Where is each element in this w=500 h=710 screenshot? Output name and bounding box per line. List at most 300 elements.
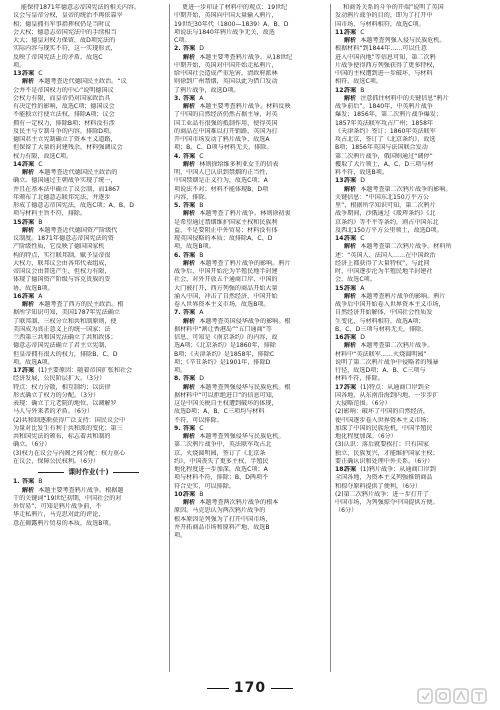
line-text: 原因。马克思认为两次鸦片战争的 xyxy=(174,507,266,515)
question-number: 17. xyxy=(335,383,346,391)
answer-column-left xyxy=(13,4,164,672)
analysis-label: 解析 xyxy=(183,160,196,168)
text-line xyxy=(13,276,164,284)
text-line xyxy=(13,458,164,466)
line-text: 项与材料不符，排除；B、D两项不 xyxy=(174,474,269,482)
text-line xyxy=(174,408,325,416)
line-text: 项与材料主旨不符，排除。 xyxy=(13,210,87,218)
line-text: 社会，对外开放五个通商口岸，中国的 xyxy=(174,276,278,284)
text-line xyxy=(335,202,486,210)
line-text: C项。 xyxy=(174,37,191,44)
line-text: 内容，排除。 xyxy=(174,193,211,201)
text-line xyxy=(335,62,486,70)
answer-entry-line xyxy=(174,161,325,169)
line-text: 德意志帝国宪法确立了君主立宪制， xyxy=(13,342,111,350)
line-text: 本题考查近代德国资产阶级代 xyxy=(38,226,118,234)
text-line xyxy=(335,318,486,326)
answer-entry-line xyxy=(335,285,486,293)
analysis-label: 解析 xyxy=(183,103,196,110)
text-line xyxy=(174,276,325,284)
analysis-label: 解析 xyxy=(22,486,35,494)
line-text: 材料中“英法联军……火烧圆明园” xyxy=(335,350,427,358)
line-text: 则徐到广州禁烟，英国以此为借口发动 xyxy=(174,78,278,86)
text-line xyxy=(335,458,486,466)
question-number: 16. xyxy=(13,292,24,300)
text-line xyxy=(174,169,325,177)
answer-entry-line xyxy=(174,45,325,53)
text-line xyxy=(13,309,164,317)
text-line xyxy=(174,70,325,78)
line-text: 能保持1871年德意志帝国宪法的相关内容。 xyxy=(21,4,141,11)
line-text: 了鸦片战争，故选D项。 xyxy=(174,86,240,94)
line-text: 项。 xyxy=(174,532,187,539)
line-text: 体现了德国资产阶级与容克贵族的妥 xyxy=(13,276,111,284)
line-text: 独立、民族复兴，才能维护国家主权； xyxy=(335,449,439,457)
line-text: 是希望通过禁烟维护国家主权和民族利 xyxy=(174,218,278,226)
line-text: 的商品在中国难以打开销路，英国为打 xyxy=(174,127,278,135)
text-line xyxy=(13,375,164,383)
answer-label: 答案 xyxy=(22,70,35,77)
text-line xyxy=(174,392,325,400)
answer-label: 答案 xyxy=(22,218,35,226)
text-line xyxy=(13,202,164,210)
text-line xyxy=(335,309,486,317)
text-line xyxy=(174,400,325,408)
line-text: 根本原因是列强为了打开中国市场， xyxy=(174,515,272,523)
line-text: 马人与外来者的矛盾。（6分） xyxy=(13,408,94,416)
line-text: 大权力，联邦议会由各邦代表组成， xyxy=(13,259,111,267)
line-text: 项，故选B项。 xyxy=(174,243,215,251)
text-line xyxy=(335,144,486,152)
line-text: 生变化，与材料相符，故选A项； xyxy=(335,317,425,325)
line-text: 涌入中国，冲击了自然经济，中国开始 xyxy=(174,292,278,300)
analysis-label: 解析 xyxy=(344,243,357,251)
question-number: 6. xyxy=(174,251,181,259)
line-text: 材料不符，排除。 xyxy=(335,375,384,383)
text-line xyxy=(335,276,486,284)
question-number: 1. xyxy=(13,478,20,486)
text-line xyxy=(335,210,486,218)
text-line xyxy=(13,194,164,202)
text-line xyxy=(174,516,325,524)
answer-entry-line xyxy=(335,29,486,37)
line-text: 确立。德国通过王朝战争实现了统一， xyxy=(13,177,117,185)
text-line xyxy=(13,342,164,350)
question-number: 15. xyxy=(13,218,24,226)
answer-entry-line xyxy=(174,153,325,161)
line-text: (2)共和制逐渐获得广泛支持：国民议会中 xyxy=(13,416,126,424)
line-text: 经济发展，公民阶层扩大。（3分） xyxy=(13,375,106,383)
line-text: 本题考查了鸦片战争。林则徐初衷 xyxy=(199,210,291,218)
line-text: 中国市场，为列强掠夺中国提供方便。 xyxy=(335,499,439,506)
line-text: 但皇帝拥有很大的权力，排除B、C、D xyxy=(13,350,118,358)
line-text: 及民主与专制斗争的内容，排除D项。 xyxy=(13,127,116,135)
answer-label: 答案 xyxy=(22,292,35,300)
text-line xyxy=(13,62,164,70)
text-line xyxy=(335,78,486,86)
text-line xyxy=(13,318,164,326)
answer-label: 答案 xyxy=(344,284,357,292)
text-line xyxy=(335,417,486,425)
text-line xyxy=(174,441,325,449)
text-line xyxy=(174,458,325,466)
line-text: 第二次鸦片战争，俄国则通过“调停” xyxy=(335,152,433,160)
answer-label: 答案 xyxy=(22,478,35,486)
answer-entry-line xyxy=(174,252,325,260)
line-text: 华走私鸦片，马克思对此的评论， xyxy=(13,511,105,519)
line-text: 为量对比发生有利于共和派的变化；第三 xyxy=(13,424,123,432)
text-line xyxy=(13,186,164,194)
line-text: 帝国议会由普选产生，但权力有限， xyxy=(13,268,111,275)
answer-entry-line xyxy=(335,37,486,45)
line-text: 选A项；《北京条约》是1860年，排除 xyxy=(174,342,276,350)
line-text: C xyxy=(38,70,43,77)
text-line xyxy=(13,128,164,136)
answer-entry-line xyxy=(335,243,486,251)
line-text: 本题考查列强入侵与民族危机。 xyxy=(360,37,446,44)
answer-column-middle xyxy=(174,4,325,672)
line-text: 本题考查列强侵华与民族危机。根 xyxy=(199,383,291,391)
line-text: 本题主要考查鸦片战争。材料反映 xyxy=(199,103,291,110)
answer-label: 答案 xyxy=(183,202,196,209)
text-line xyxy=(13,45,164,53)
text-line xyxy=(174,243,325,251)
line-text: 会并不是帝国权力的中心”说明德国议 xyxy=(13,86,114,94)
text-line xyxy=(174,466,325,474)
line-text: 战争期间，沙俄通过《瑷珲条约》《北 xyxy=(335,210,436,218)
line-text: 约》，中国丧失了更多主权，半殖民 xyxy=(174,457,269,465)
line-text: 会权力有限，而皇帝仍对国家政治具 xyxy=(13,94,111,102)
text-line xyxy=(174,78,325,86)
line-text: A xyxy=(199,309,204,317)
line-text: 国市场，与材料相符，故选C项。 xyxy=(335,20,425,28)
line-text: 构的特点，实行联邦制，赋予皇帝很 xyxy=(13,251,111,259)
line-text: 根据材料“到1844年……可以任意 xyxy=(335,45,427,53)
text-line xyxy=(13,144,164,152)
line-text: 本题考查两次鸦片战争的根本 xyxy=(199,499,279,506)
text-line xyxy=(335,483,486,491)
line-text: 本题考查第二次鸦片战争的影响。 xyxy=(360,185,452,193)
line-text: 本题考查了鸦片战争的影响。鸦片 xyxy=(199,259,291,267)
text-line xyxy=(174,474,325,482)
line-text: 大侵略范围。（6分） xyxy=(335,400,391,407)
analysis-label: 解析 xyxy=(22,78,35,86)
answer-entry-line xyxy=(174,433,325,441)
analysis-label: 解析 xyxy=(183,433,196,440)
text-line xyxy=(13,433,164,441)
line-text: 本题主要考查鸦片战争。从18世纪 xyxy=(199,53,293,61)
text-line xyxy=(174,285,325,293)
text-line xyxy=(13,87,164,95)
text-line xyxy=(335,359,486,367)
line-text: B xyxy=(199,251,204,259)
text-line xyxy=(335,194,486,202)
line-text: 攫取了大片领土，A、C、D三项与材 xyxy=(335,160,434,168)
line-text: B xyxy=(199,490,204,498)
line-text: (2)第二次鸦片战争：进一步打开了 xyxy=(335,490,429,498)
question-number: 17. xyxy=(13,367,24,374)
answer-label: 答案 xyxy=(183,424,196,432)
answer-entry-line xyxy=(13,169,164,177)
line-text: B xyxy=(38,478,43,486)
line-text: (3)认识：落后就要挨打；只有国家 xyxy=(335,441,429,449)
line-text: 述：“英国人、法国人……在中国政治 xyxy=(335,251,436,259)
text-line xyxy=(335,367,486,375)
text-line xyxy=(335,136,486,144)
answer-label: 答案 xyxy=(344,383,357,391)
text-line xyxy=(174,507,325,515)
text-line xyxy=(13,351,164,359)
text-line xyxy=(174,450,325,458)
line-text: B项；1856年英国与法国联合发动 xyxy=(335,144,428,152)
line-text: 本题考查近代德国民主政治。“议 xyxy=(38,78,127,86)
text-line xyxy=(335,120,486,128)
text-line xyxy=(13,400,164,408)
line-text: 本题考查第二次鸦片战争。材料所 xyxy=(360,243,452,251)
line-text: 和商务关系的斗争的开端”说明了英国 xyxy=(343,4,444,11)
line-text: 关键信息：“中国东北150万平方公 xyxy=(335,193,430,201)
text-line xyxy=(335,45,486,53)
line-text: C xyxy=(360,235,365,242)
question-number: 14. xyxy=(13,160,24,168)
line-text: 进入中国内地”等信息可知，第二次鸦 xyxy=(335,53,436,61)
text-line xyxy=(13,103,164,111)
line-text: 国各地，从东南沿海到内地，一步步扩 xyxy=(335,391,439,399)
text-line xyxy=(13,441,164,449)
text-line xyxy=(13,511,164,519)
text-line xyxy=(335,227,486,235)
answer-entry-line xyxy=(13,161,164,169)
text-line xyxy=(174,417,325,425)
line-text: 形成了德意志帝国宪法，故选C项；A、B、D xyxy=(13,202,134,209)
page-number: 170 xyxy=(200,680,300,696)
line-text: 这是中国关税自主权遭到破坏的体现， xyxy=(174,400,278,407)
text-line xyxy=(13,334,164,342)
line-text: 加深了中国的民族危机，中国半殖民 xyxy=(335,424,433,432)
answer-entry-line xyxy=(13,301,164,309)
answer-entry-line xyxy=(13,487,164,495)
text-line xyxy=(335,12,486,20)
text-line xyxy=(335,103,486,111)
text-line xyxy=(174,62,325,70)
line-text: B xyxy=(38,218,43,226)
text-line xyxy=(174,326,325,334)
text-line xyxy=(13,260,164,268)
line-text: 据所学知识可知，美国1787年宪法确立 xyxy=(13,309,120,317)
section-heading: 课时作业(十) xyxy=(13,468,164,476)
text-line xyxy=(174,301,325,309)
text-line xyxy=(174,227,325,235)
question-number: 3. xyxy=(174,94,181,102)
text-line xyxy=(335,375,486,383)
line-text: 战争后，中国开始沦为半殖民地半封建 xyxy=(174,268,278,275)
line-text: 战争后中国开始卷入世界资本主义市场， xyxy=(335,301,445,308)
text-line xyxy=(174,12,325,20)
line-text: 会大权；德意志帝国宪法中的手续相当 xyxy=(13,28,117,36)
line-text: A xyxy=(38,292,43,300)
text-line xyxy=(13,21,164,29)
answer-entry-line xyxy=(13,293,164,301)
text-line xyxy=(174,268,325,276)
line-text: 益，不是要阻止中外贸易；材料没有体 xyxy=(174,226,278,234)
question-number: 2. xyxy=(174,45,181,53)
line-text: 在议会，保障公民权利。（6分） xyxy=(13,457,100,465)
line-text: 里”，根据所学知识可知，第二次鸦片 xyxy=(335,202,436,209)
answer-label: 答案 xyxy=(183,251,196,259)
text-line xyxy=(174,120,325,128)
line-text: 林则徐给维多利亚女王的信表 xyxy=(199,160,279,168)
text-line xyxy=(335,4,486,12)
answer-entry-line xyxy=(13,367,164,375)
answer-label: 答案 xyxy=(183,375,196,383)
line-text: B xyxy=(199,202,204,209)
text-line xyxy=(13,425,164,433)
line-text: A xyxy=(199,94,204,102)
line-text: 本题主要考查鸦片战争。根据题 xyxy=(38,486,124,494)
text-line xyxy=(335,507,486,515)
text-line xyxy=(335,433,486,441)
answer-label: 答案 xyxy=(183,309,196,317)
answer-entry-line xyxy=(335,293,486,301)
line-text: 发动鸦片战争的目的，即为了打开中 xyxy=(335,12,433,20)
line-text: 项；《辛丑条约》是1901年，排除D xyxy=(174,358,271,366)
line-text: B项；《天津条约》是1858年，排除C xyxy=(174,350,275,358)
question-number: 10. xyxy=(174,490,185,498)
line-text: 中国的主权遭到进一步破坏，与材料 xyxy=(335,70,433,77)
answer-label: 答案 xyxy=(22,160,35,168)
text-line xyxy=(335,400,486,408)
question-number: 13. xyxy=(13,70,24,77)
text-line xyxy=(13,384,164,392)
analysis-label: 解析 xyxy=(183,259,196,267)
text-line xyxy=(13,392,164,400)
text-line xyxy=(13,359,164,367)
answer-entry-line xyxy=(174,95,325,103)
answer-entry-line xyxy=(174,103,325,111)
line-text: C xyxy=(199,152,204,160)
line-text: 特点：权力分散，相互制约；以法律 xyxy=(13,383,111,391)
line-text: 时，中国逐步沦为半殖民地半封建社 xyxy=(335,268,433,275)
analysis-label: 解析 xyxy=(183,499,196,506)
line-text: 权力有限，故选C项。 xyxy=(13,152,73,160)
text-line xyxy=(335,392,486,400)
answer-label: 答案 xyxy=(22,367,35,374)
line-text: 1857年英法联军攻占广州；1858年 xyxy=(335,119,434,127)
line-text: 第二次鸦片战争中，英法联军攻占北 xyxy=(174,441,272,449)
question-number: 8. xyxy=(174,375,181,383)
text-line xyxy=(174,144,325,152)
answer-entry-line xyxy=(13,478,164,486)
answer-entry-line xyxy=(335,95,486,103)
answer-entry-line xyxy=(174,499,325,507)
line-text: 自然经济开始解体，中国社会性质发 xyxy=(335,309,433,317)
answer-entry-line xyxy=(13,219,164,227)
text-line xyxy=(13,12,164,20)
line-text: 议制度。1871年德意志帝国宪法的资 xyxy=(13,235,114,242)
text-line xyxy=(13,54,164,62)
text-line xyxy=(335,21,486,29)
answer-entry-line xyxy=(174,425,325,433)
line-text: 项。 xyxy=(13,61,26,69)
line-text: 本题考查鸦片战争的影响。鸦片 xyxy=(360,292,446,300)
line-text: 德国君主立宪制确立了资本主义道路， xyxy=(13,136,117,143)
text-line xyxy=(174,177,325,185)
answer-entry-line xyxy=(174,375,325,383)
line-text: B、C、D三项与材料无关，排除。 xyxy=(335,325,428,333)
line-text: （6分） xyxy=(335,507,358,515)
text-line xyxy=(335,499,486,507)
text-line xyxy=(174,128,325,136)
answer-label: 答案 xyxy=(344,177,357,185)
question-number: 9. xyxy=(174,424,181,432)
text-line xyxy=(174,524,325,532)
answer-entry-line xyxy=(335,466,486,474)
question-number: 15. xyxy=(335,284,346,292)
line-text: 料不符，故选B项。 xyxy=(335,169,388,176)
column-divider xyxy=(169,4,170,672)
text-line xyxy=(335,425,486,433)
line-text: 确立。（6分） xyxy=(13,441,51,449)
text-line xyxy=(335,70,486,78)
line-text: 本题考查英国侵华战争的影响。根 xyxy=(199,317,291,325)
text-line xyxy=(174,186,325,194)
analysis-label: 解析 xyxy=(344,94,357,102)
answer-label: 答案 xyxy=(183,152,196,160)
answer-entry-line xyxy=(335,87,486,95)
line-text: B xyxy=(360,86,365,94)
answer-entry-line xyxy=(335,342,486,350)
line-text: 项说法不对；材料不能体现B、D项 xyxy=(174,185,269,193)
text-line xyxy=(335,474,486,482)
analysis-label: 解析 xyxy=(22,301,35,308)
text-line xyxy=(174,87,325,95)
line-text: (1)特点：从通商口岸到全 xyxy=(360,383,430,391)
text-line xyxy=(13,210,164,218)
text-line xyxy=(13,235,164,243)
line-text: 爆发；1856年，第二次鸦片战争爆发； xyxy=(335,111,442,119)
text-line xyxy=(174,4,325,12)
text-line xyxy=(335,219,486,227)
line-text: 表现：确立了元老院的地位，以调解罗 xyxy=(13,400,117,407)
line-text: 开中国市场发动了鸦片战争，故选A xyxy=(174,136,270,143)
line-text: 不符，可以排除。 xyxy=(174,416,223,424)
question-number: 16. xyxy=(335,334,346,341)
text-line xyxy=(174,532,325,540)
answer-label: 答案 xyxy=(183,94,196,102)
line-text: 大大；德皇对权力保留，故D项宪法的 xyxy=(13,37,116,44)
line-text: 卷入世界资本主义市场，故选B项。 xyxy=(174,301,270,308)
line-text: 年颁布了北德意志联邦宪法，并逐步 xyxy=(13,193,111,201)
line-text: 经济上都获得了大量特权”，与此同 xyxy=(335,259,430,267)
answer-entry-line xyxy=(13,78,164,86)
text-line xyxy=(13,120,164,128)
line-text: 反映了帝国宪法上的矛盾。故选C xyxy=(13,53,103,61)
answer-entry-line xyxy=(174,318,325,326)
line-text: 相符，故选C项。 xyxy=(335,78,382,86)
answer-entry-line xyxy=(174,384,325,392)
line-text: 地化程度加深。（6分） xyxy=(335,433,397,440)
text-line xyxy=(335,491,486,499)
text-line xyxy=(13,37,164,45)
line-text: C xyxy=(38,160,43,168)
answer-entry-line xyxy=(174,260,325,268)
line-text: 《天津条约》签订；1860年英法联军 xyxy=(335,127,436,135)
text-line xyxy=(174,367,325,375)
text-line xyxy=(13,153,164,161)
line-text: C xyxy=(199,424,204,432)
analysis-label: 解析 xyxy=(22,169,35,176)
analysis-label: 解析 xyxy=(344,292,357,300)
